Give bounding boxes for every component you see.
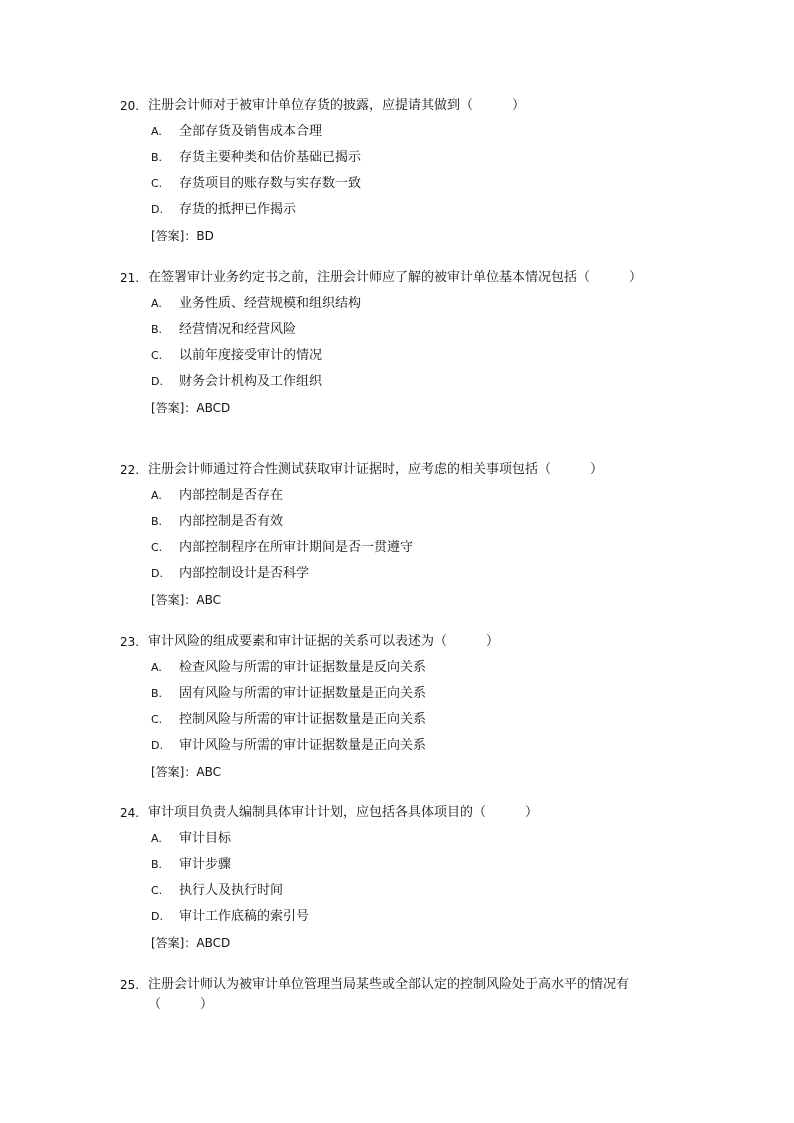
option-text: 经营情况和经营风险	[179, 322, 297, 337]
option-d	[151, 369, 680, 395]
option-d	[151, 904, 680, 930]
option-text: 内部控制程序在所审计期间是否一贯遵守	[179, 540, 414, 555]
option-d	[151, 561, 680, 587]
question-21	[120, 268, 680, 421]
question-stem	[120, 268, 680, 288]
question-stem	[120, 975, 680, 1015]
question-stem	[120, 632, 680, 652]
option-letter: A.	[151, 661, 162, 674]
option-letter: A.	[151, 125, 162, 138]
option-text: 固有风险与所需的审计证据数量是正向关系	[179, 686, 427, 701]
option-d	[151, 197, 680, 223]
option-b	[151, 317, 680, 343]
option-letter: B.	[151, 515, 163, 528]
question-text: 注册会计师通过符合性测试获取审计证据时，应考虑的相关事项包括（ ）	[148, 462, 604, 477]
answer-line: [答案]：ABCD	[151, 401, 231, 415]
option-text: 全部存货及销售成本合理	[179, 124, 323, 139]
option-b	[151, 145, 680, 171]
option-letter: B.	[151, 687, 163, 700]
option-text: 审计工作底稿的索引号	[179, 909, 310, 924]
option-text: 控制风险与所需的审计证据数量是正向关系	[179, 712, 427, 727]
answer-line: [答案]：ABCD	[151, 936, 231, 950]
option-text: 以前年度接受审计的情况	[179, 348, 323, 363]
option-text: 审计风险与所需的审计证据数量是正向关系	[179, 738, 427, 753]
option-letter: A.	[151, 297, 162, 310]
option-letter: B.	[151, 323, 163, 336]
option-letter: C.	[151, 177, 163, 190]
option-text: 存货主要种类和估价基础已揭示	[179, 150, 362, 165]
option-text: 内部控制是否有效	[179, 514, 284, 529]
question-number: 22.	[120, 463, 140, 477]
option-text: 内部控制是否存在	[179, 488, 284, 503]
answer-line: [答案]：ABC	[151, 593, 221, 607]
option-letter: B.	[151, 858, 163, 871]
option-a	[151, 655, 680, 681]
question-text: 审计风险的组成要素和审计证据的关系可以表述为（ ）	[148, 634, 500, 649]
option-letter: A.	[151, 832, 162, 845]
question-number: 21.	[120, 271, 140, 285]
option-letter: D.	[151, 910, 163, 923]
option-text: 存货项目的账存数与实存数一致	[179, 176, 362, 191]
question-stem	[120, 460, 680, 480]
question-number: 23.	[120, 635, 140, 649]
option-letter: A.	[151, 489, 162, 502]
option-letter: C.	[151, 541, 163, 554]
option-letter: D.	[151, 203, 163, 216]
option-b	[151, 509, 680, 535]
option-c	[151, 343, 680, 369]
question-stem	[120, 803, 680, 823]
question-22	[120, 460, 680, 613]
option-letter: C.	[151, 349, 163, 362]
question-text: 在签署审计业务约定书之前，注册会计师应了解的被审计单位基本情况包括（ ）	[148, 270, 643, 285]
option-a	[151, 119, 680, 145]
question-20	[120, 96, 680, 249]
option-a	[151, 291, 680, 317]
option-text: 内部控制设计是否科学	[179, 566, 310, 581]
option-text: 检查风险与所需的审计证据数量是反向关系	[179, 660, 427, 675]
option-text: 存货的抵押已作揭示	[179, 202, 297, 217]
question-text: 注册会计师认为被审计单位管理当局某些或全部认定的控制风险处于高水平的情况有（ ）	[148, 977, 630, 1012]
question-text: 注册会计师对于被审计单位存货的披露，应提请其做到（ ）	[148, 98, 526, 113]
answer-line: [答案]：BD	[151, 229, 214, 243]
option-b	[151, 852, 680, 878]
option-letter: D.	[151, 375, 163, 388]
option-c	[151, 171, 680, 197]
option-c	[151, 535, 680, 561]
option-a	[151, 826, 680, 852]
option-letter: C.	[151, 713, 163, 726]
option-text: 财务会计机构及工作组织	[179, 374, 323, 389]
option-letter: D.	[151, 567, 163, 580]
option-d	[151, 733, 680, 759]
option-text: 执行人及执行时间	[179, 883, 284, 898]
option-letter: C.	[151, 884, 163, 897]
question-25	[120, 975, 680, 1015]
question-number: 24.	[120, 806, 140, 820]
option-text: 业务性质、经营规模和组织结构	[179, 296, 362, 311]
option-text: 审计步骤	[179, 857, 232, 872]
option-b	[151, 681, 680, 707]
question-23	[120, 632, 680, 785]
question-text: 审计项目负责人编制具体审计计划，应包括各具体项目的（ ）	[148, 805, 539, 820]
question-number: 25.	[120, 978, 140, 992]
option-text: 审计目标	[179, 831, 232, 846]
question-number: 20.	[120, 99, 140, 113]
option-a	[151, 483, 680, 509]
option-c	[151, 707, 680, 733]
option-letter: D.	[151, 739, 163, 752]
answer-line: [答案]：ABC	[151, 765, 221, 779]
question-stem	[120, 96, 680, 116]
option-c	[151, 878, 680, 904]
question-24	[120, 803, 680, 956]
option-letter: B.	[151, 151, 163, 164]
